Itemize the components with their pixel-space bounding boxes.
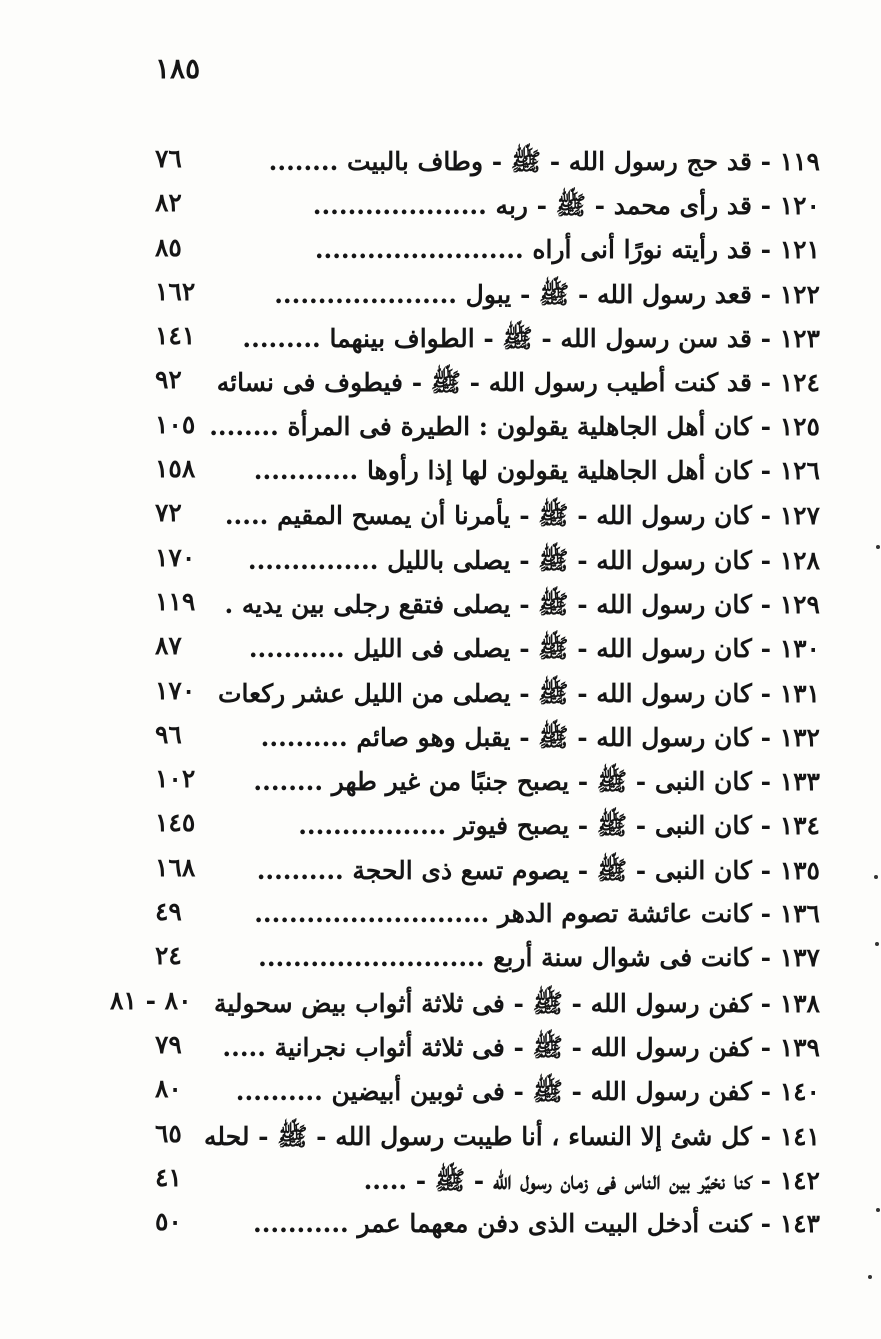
entry-text: ١٣٥ - كان النبى - ﷺ - يصوم تسع ذى الحجة .......... bbox=[256, 855, 820, 885]
entry-text: ١٢٢ - قعد رسول الله - ﷺ - يبول ..................... bbox=[274, 279, 820, 309]
entry-page-ref: ٧٢ bbox=[155, 498, 182, 528]
index-entry bbox=[110, 672, 820, 716]
entry-page-ref: ٦٥ bbox=[155, 1118, 182, 1148]
entry-text: ١٣٠ - كان رسول الله - ﷺ - يصلى فى الليل ........... bbox=[248, 634, 820, 664]
entry-page-ref: ١٤٥ bbox=[155, 808, 196, 838]
entry-text: ١٢٤ - قد كنت أطيب رسول الله - ﷺ - فيطوف فى نسائه bbox=[216, 368, 820, 398]
entry-text: ١٢٥ - كان أهل الجاهلية يقولون : الطيرة فى المرأة ........ bbox=[209, 411, 820, 441]
entry-text: ١٣٤ - كان النبى - ﷺ - يصبح فيوتر ................. bbox=[298, 811, 820, 841]
entry-text: ١٤٣ - كنت أدخل البيت الذى دفن معهما عمر ........... bbox=[253, 1209, 820, 1239]
index-entry bbox=[110, 361, 820, 405]
index-entry bbox=[110, 1203, 820, 1247]
index-entry bbox=[110, 804, 820, 848]
index-entry bbox=[110, 539, 820, 583]
entry-text: ١٢١ - قد رأيته نورًا أنى أراه ........................ bbox=[314, 234, 820, 264]
entry-text: ١٢٠ - قد رأى محمد - ﷺ - ربه .................... bbox=[312, 191, 820, 221]
entry-page-ref: ٨٧ bbox=[155, 631, 182, 661]
entry-page-ref: ٥٠ bbox=[155, 1207, 182, 1237]
index-entry bbox=[110, 317, 820, 361]
entry-page-ref: ١٥٨ bbox=[155, 454, 196, 484]
index-list bbox=[110, 140, 820, 1247]
entry-text: ١٢٣ - قد سن رسول الله - ﷺ - الطواف بينهما ......... bbox=[242, 324, 820, 354]
entry-page-ref: ١٦٢ bbox=[155, 276, 196, 306]
entry-page-ref: ١٠٢ bbox=[155, 764, 196, 794]
entry-text: ١٣٣ - كان النبى - ﷺ - يصبح جنبًا من غير طهر ........ bbox=[253, 767, 820, 797]
entry-text: ١٢٨ - كان رسول الله - ﷺ - يصلى بالليل ............... bbox=[247, 545, 820, 575]
index-entry bbox=[110, 937, 820, 981]
page-number: ١٨٥ bbox=[155, 52, 201, 85]
index-entry bbox=[110, 583, 820, 627]
entry-page-ref: ٧٩ bbox=[155, 1029, 182, 1059]
entry-text: ١٤١ - كل شئ إلا النساء ، أنا طيبت رسول الله - ﷺ - لحله bbox=[204, 1121, 820, 1151]
entry-text: ١٢٦ - كان أهل الجاهلية يقولون لها إذا رأوها ............ bbox=[253, 456, 820, 486]
scan-speck bbox=[874, 875, 878, 879]
entry-text: ١٢٩ - كان رسول الله - ﷺ - يصلى فتقع رجلى بين يديه . bbox=[224, 589, 820, 619]
index-entry bbox=[110, 893, 820, 937]
entry-text: ١٣٨ - كفن رسول الله - ﷺ - فى ثلاثة أثواب بيض سحولية bbox=[213, 988, 820, 1018]
index-entry bbox=[110, 140, 820, 184]
entry-text: ١٤٠ - كفن رسول الله - ﷺ - فى ثوبين أبيضين .......... bbox=[235, 1077, 820, 1107]
entry-text: ١٣٢ - كان رسول الله - ﷺ - يقبل وهو صائم .......... bbox=[260, 722, 820, 752]
entry-text: ١١٩ - قد حج رسول الله - ﷺ - وطاف بالبيت ........ bbox=[268, 147, 820, 176]
scan-speck bbox=[875, 942, 879, 946]
index-entry bbox=[110, 1026, 820, 1070]
index-entry bbox=[110, 716, 820, 760]
entry-text: ١٣٩ - كفن رسول الله - ﷺ - فى ثلاثة أثواب نجرانية ..... bbox=[222, 1032, 820, 1062]
entry-text: ١٤٢ - كنا نخيّر بين الناس فى زمان رسول الله - ﷺ - ..... bbox=[363, 1165, 820, 1195]
index-entry bbox=[110, 273, 820, 317]
index-entry bbox=[110, 406, 820, 450]
index-entry bbox=[110, 760, 820, 804]
entry-page-ref: ٤٩ bbox=[155, 897, 182, 927]
entry-page-ref: ١٧٠ bbox=[155, 542, 196, 572]
entry-page-ref: ٩٦ bbox=[155, 719, 182, 749]
entry-page-ref: ٨٠ bbox=[155, 1074, 182, 1104]
index-entry bbox=[110, 494, 820, 538]
entry-text: ١٣٧ - كانت فى شوال سنة أربع .......................... bbox=[258, 943, 820, 973]
index-entry bbox=[110, 229, 820, 273]
entry-text: ١٣١ - كان رسول الله - ﷺ - يصلى من الليل عشر ركعات bbox=[218, 678, 820, 708]
index-entry bbox=[110, 1115, 820, 1159]
entry-page-ref: ٨٠ - ٨١ bbox=[110, 985, 192, 1015]
entry-page-ref: ٩٢ bbox=[155, 365, 182, 395]
entry-page-ref: ٤١ bbox=[155, 1162, 182, 1192]
index-entry bbox=[110, 184, 820, 228]
index-entry bbox=[110, 450, 820, 494]
entry-page-ref: ١٦٨ bbox=[155, 852, 196, 882]
index-entry bbox=[110, 1070, 820, 1114]
entry-page-ref: ٢٤ bbox=[155, 941, 182, 971]
index-entry bbox=[110, 849, 820, 893]
entry-text: ١٢٧ - كان رسول الله - ﷺ - يأمرنا أن يمسح المقيم ..... bbox=[224, 501, 820, 531]
scan-speck bbox=[876, 545, 880, 549]
entry-page-ref: ٨٥ bbox=[155, 232, 182, 262]
entry-page-ref: ١٠٥ bbox=[155, 409, 196, 439]
scan-speck bbox=[876, 1208, 880, 1212]
scan-speck bbox=[868, 1275, 872, 1279]
entry-page-ref: ٧٦ bbox=[155, 144, 182, 173]
entry-page-ref: ١٤١ bbox=[155, 321, 196, 351]
index-entry bbox=[110, 1159, 820, 1203]
entry-page-ref: ١٧٠ bbox=[155, 675, 196, 705]
entry-page-ref: ١١٩ bbox=[155, 586, 196, 616]
index-entry bbox=[110, 982, 820, 1026]
entry-text: ١٣٦ - كانت عائشة تصوم الدهر ........................... bbox=[254, 899, 820, 929]
entry-page-ref: ٨٢ bbox=[155, 188, 182, 218]
index-entry bbox=[110, 627, 820, 671]
